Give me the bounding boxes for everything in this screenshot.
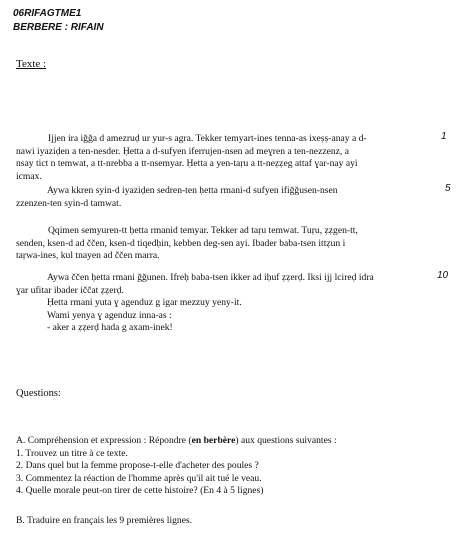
exam-subject: BERBERE : RIFAIN xyxy=(13,22,104,33)
text-line: ɣar ufitar ibader iččat ẓẓerḍ. xyxy=(16,284,124,296)
text-line: icmax. xyxy=(16,170,42,182)
paragraph-2 xyxy=(16,185,436,210)
section-a-instructions: A. Compréhension et expression : Répondre (en berbère) aux questions suivantes : xyxy=(16,435,337,446)
text-line: - aker a ẓẓerḍ hada g axam-inek! xyxy=(47,322,173,334)
text-line: taṛwa-ines, kul tnayen ad ččen marra. xyxy=(16,250,160,262)
questions-heading: Questions: xyxy=(16,388,61,399)
section-b: B. Traduire en français les 9 premières lignes. xyxy=(16,515,193,526)
text-line: nawi iyaziḍen a ten-nesder. Ḥetta a d-sufyen iferrujen-nsen ad meɣren a ten-nezzenz, a xyxy=(16,145,349,157)
text-line: Ijjen ira iğğa d amezruḍ ur yur-s agra. Tekker temyart-ines tenna-as ixeṣṣ-anay a d- xyxy=(48,133,367,144)
exam-code: 06RIFAGTME1 xyxy=(13,8,82,19)
text-line: Aywa kkren syin-d iyaziḍen sedren-ten ḥetta rmani-d sufyen ifiğğusen-nsen xyxy=(47,185,338,196)
margin-number-5: 5 xyxy=(445,183,451,194)
texte-label: Texte : xyxy=(16,58,47,70)
text-line: zzenzen-ten syin-d tamwat. xyxy=(16,197,122,209)
question-item: 3. Commentez la réaction de l'homme après qu'il ait tué le veau. xyxy=(16,472,262,484)
paragraph-1 xyxy=(16,133,436,183)
text-line: Qqimen semyuren-tt ḥetta rmanid temyar. Tekker ad taṛu temwat. Tuṛu, ẓẓgen-tt, xyxy=(48,225,358,236)
question-item: 2. Dans quel but la femme propose-t-elle d'acheter des poules ? xyxy=(16,460,259,472)
margin-number-10: 10 xyxy=(437,270,449,281)
section-a xyxy=(16,435,446,498)
margin-number-1: 1 xyxy=(441,131,447,142)
text-line: senden, ksen-d ad ččen, ksen-d tiqedḥin, kebben deg-sen ayi. Ibader baba-tsen ittẓun i xyxy=(16,237,346,249)
text-line: Aywa ččen ḥetta rmani ğğunen. Ifreḥ baba-tsen ikker ad iḥuf ẓẓerḍ. Iksi ijj lcireḍ idra xyxy=(47,272,374,283)
question-item: 1. Trouvez un titre à ce texte. xyxy=(16,447,128,459)
paragraph-4 xyxy=(16,272,436,335)
text-line: nsay tict n temwat, a tt-nrebba a tt-nsemyar. Ḥetta a yen-taṛu a tt-neẓẓeg attaf ɣar-nay ayi xyxy=(16,158,358,170)
question-item: 4. Quelle morale peut-on tirer de cette histoire? (En 4 à 5 lignes) xyxy=(16,485,264,497)
text-line: Ḥetta rmani yuta ɣ agenduz g igar mezzuy yeny-it. xyxy=(47,297,242,309)
paragraph-3 xyxy=(16,225,436,263)
text-line: Wami yenya ɣ agenduz inna-as : xyxy=(47,309,172,321)
